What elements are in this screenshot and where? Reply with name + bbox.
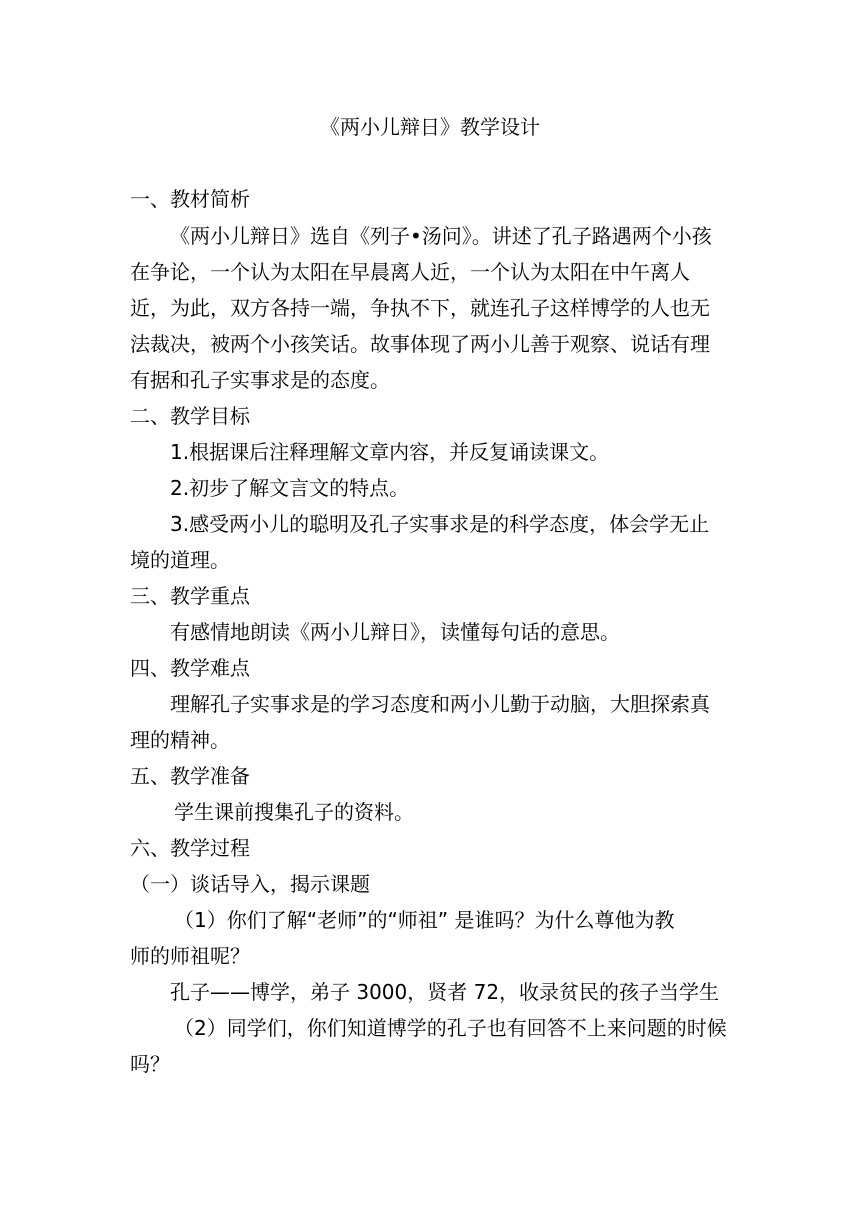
paragraph-line: 理的精神。 (130, 728, 230, 752)
paragraph-line: 有据和孔子实事求是的态度。 (130, 368, 390, 392)
paragraph-line: 《两小儿辩日》选自《列子•汤问》。讲述了孔子路遇两个小孩 (170, 224, 712, 248)
section-heading-difficulties: 四、教学难点 (130, 656, 250, 680)
question-line-continuation: 吗？ (130, 1052, 170, 1076)
goal-item: 3.感受两小儿的聪明及孔子实事求是的科学态度，体会学无止 (170, 512, 710, 536)
section-heading-teaching-goals: 二、教学目标 (130, 404, 250, 428)
document-title: 《两小儿辩日》教学设计 (320, 115, 540, 139)
section-heading-teaching-process: 六、教学过程 (130, 836, 250, 860)
paragraph-line: 学生课前搜集孔子的资料。 (174, 800, 414, 824)
question-line-continuation: 师的师祖呢？ (130, 944, 250, 968)
goal-item-continuation: 境的道理。 (130, 548, 230, 572)
section-heading-textbook-analysis: 一、教材简析 (130, 187, 250, 211)
goal-item: 1.根据课后注释理解文章内容，并反复诵读课文。 (170, 440, 610, 464)
question-line: （2）同学们，你们知道博学的孔子也有回答不上来问题的时候 (174, 1016, 727, 1040)
paragraph-line: 在争论，一个认为太阳在早晨离人近，一个认为太阳在中午离人 (130, 260, 690, 284)
paragraph-line: 近，为此，双方各持一端，争执不下，就连孔子这样博学的人也无 (130, 296, 710, 320)
paragraph-line: 法裁决，被两个小孩笑话。故事体现了两小儿善于观察、说话有理 (130, 332, 710, 356)
answer-line: 孔子——博学，弟子 3000，贤者 72，收录贫民的孩子当学生 (170, 980, 720, 1004)
section-heading-key-points: 三、教学重点 (130, 584, 250, 608)
question-line: （1）你们了解“老师”的“师祖” 是谁吗？为什么尊他为教 (174, 908, 675, 932)
goal-item: 2.初步了解文言文的特点。 (170, 476, 410, 500)
section-heading-preparation: 五、教学准备 (130, 764, 250, 788)
paragraph-line: 理解孔子实事求是的学习态度和两小儿勤于动脑，大胆探索真 (170, 692, 710, 716)
subsection-heading: （一）谈话导入，揭示课题 (130, 872, 370, 896)
paragraph-line: 有感情地朗读《两小儿辩日》，读懂每句话的意思。 (170, 620, 620, 644)
